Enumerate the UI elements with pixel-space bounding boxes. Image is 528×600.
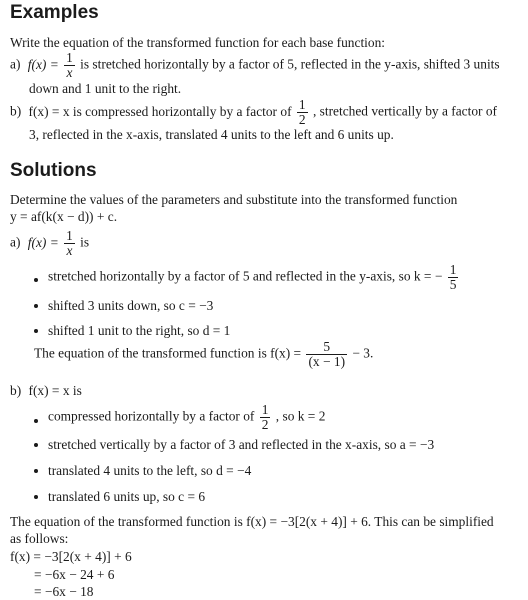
result-fraction bbox=[306, 340, 347, 369]
solution-b-text: f(x) = x is bbox=[28, 383, 82, 398]
final-text-2: as follows: bbox=[10, 531, 69, 546]
bullet-icon bbox=[34, 469, 38, 473]
solution-b-bullet-4: translated 6 units up, so c = 6 bbox=[48, 489, 206, 504]
simplification-step-2: = −6x − 24 + 6 bbox=[34, 567, 115, 582]
example-a-label: a) bbox=[10, 56, 21, 72]
example-b-text2: 3, reflected in the x-axis, translated 4 units to the left and 6 units up. bbox=[29, 127, 394, 142]
result-tail: − 3. bbox=[352, 345, 374, 361]
fraction-numerator: 1 bbox=[261, 402, 269, 417]
result-text: The equation of the transformed function is f(x) = bbox=[34, 345, 302, 361]
bullet-fraction bbox=[260, 403, 271, 432]
simplification-step-1: f(x) = −3[2(x + 4)] + 6 bbox=[10, 549, 132, 564]
solution-b-bullet-1 bbox=[48, 403, 325, 432]
bullet-icon bbox=[34, 443, 38, 447]
bullet-icon bbox=[34, 495, 38, 499]
fraction-numerator: 1 bbox=[66, 228, 73, 243]
fraction-numerator: 1 bbox=[298, 97, 306, 112]
solution-a-is: is bbox=[80, 234, 90, 250]
example-a-fraction bbox=[64, 51, 75, 80]
examples-heading: Examples bbox=[10, 2, 99, 23]
solution-b-label: b) bbox=[10, 383, 22, 398]
solution-a-lhs: f(x) = bbox=[27, 234, 59, 250]
example-a-text1: is stretched horizontally by a factor of 5, reflected in the y-axis, shifted 3 units bbox=[80, 56, 500, 72]
fraction-denominator: (x − 1) bbox=[308, 354, 346, 369]
solutions-heading: Solutions bbox=[10, 160, 97, 181]
examples-intro: Write the equation of the transformed function for each base function: bbox=[10, 35, 386, 50]
final-text-1: The equation of the transformed function is f(x) = −3[2(x + 4)] + 6. This can be simplified bbox=[10, 514, 494, 529]
bullet-icon bbox=[34, 278, 38, 282]
fraction-numerator: 5 bbox=[306, 340, 347, 355]
example-b-text1: f(x) = x is compressed horizontally by a factor of bbox=[28, 103, 292, 119]
solution-a-bullet-3: shifted 1 unit to the right, so d = 1 bbox=[48, 323, 231, 338]
bullet-fraction bbox=[448, 263, 459, 292]
example-a-lhs: f(x) = bbox=[27, 56, 59, 72]
example-a-text2: down and 1 unit to the right. bbox=[29, 81, 182, 96]
example-b-fraction bbox=[297, 98, 308, 127]
fraction-numerator: 1 bbox=[449, 262, 457, 277]
fraction-denominator: x bbox=[66, 65, 73, 80]
example-b-text1b: , stretched vertically by a factor of bbox=[312, 103, 497, 119]
solution-a-label: a) bbox=[10, 234, 21, 250]
solution-b-head bbox=[10, 382, 82, 399]
fraction-denominator: 2 bbox=[298, 112, 306, 127]
solution-a-bullet-2: shifted 3 units down, so c = −3 bbox=[48, 298, 214, 313]
bullet-tail: , so k = 2 bbox=[275, 408, 326, 424]
solutions-intro-1: Determine the values of the parameters and substitute into the transformed function bbox=[10, 192, 458, 207]
fraction-denominator: 5 bbox=[449, 277, 457, 292]
solution-a-bullet-1 bbox=[48, 263, 460, 292]
solutions-intro-2: y = af(k(x − d)) + c. bbox=[10, 209, 118, 224]
example-b-label: b) bbox=[10, 103, 22, 119]
example-a bbox=[10, 51, 500, 80]
solution-a-fraction bbox=[64, 229, 75, 258]
simplification-step-3: = −6x − 18 bbox=[34, 584, 94, 599]
bullet-text: stretched horizontally by a factor of 5 and reflected in the y-axis, so k = − bbox=[48, 268, 443, 284]
solution-b-bullet-2: stretched vertically by a factor of 3 and reflected in the x-axis, so a = −3 bbox=[48, 437, 435, 452]
solution-a bbox=[10, 229, 89, 258]
fraction-denominator: 2 bbox=[261, 417, 269, 432]
example-b bbox=[10, 98, 497, 127]
bullet-icon bbox=[34, 304, 38, 308]
solution-a-result bbox=[34, 340, 373, 369]
bullet-icon bbox=[34, 329, 38, 333]
bullet-text: compressed horizontally by a factor of bbox=[48, 408, 255, 424]
bullet-icon bbox=[34, 419, 38, 423]
solution-b-bullet-3: translated 4 units to the left, so d = −4 bbox=[48, 463, 252, 478]
fraction-denominator: x bbox=[66, 243, 73, 258]
fraction-numerator: 1 bbox=[66, 50, 73, 65]
